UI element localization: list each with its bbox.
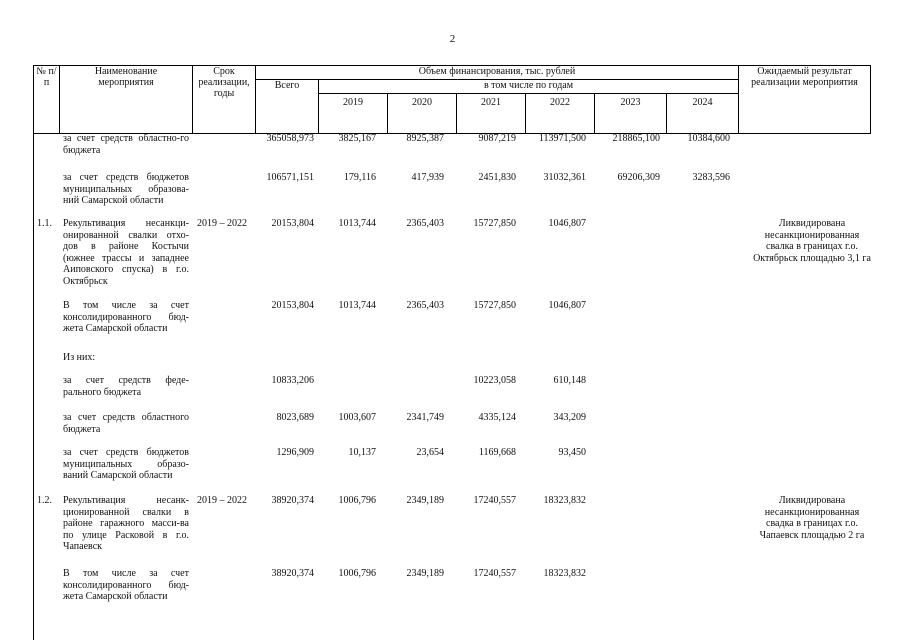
header-by-year: в том числе по годам (319, 80, 739, 94)
page-number: 2 (449, 33, 456, 45)
row-total: 365058,973 (266, 133, 314, 144)
row-period: 2019 – 2022 (197, 495, 247, 506)
row-2021: 10223,058 (473, 375, 516, 386)
header-period: Срок реализации, годы (193, 66, 256, 134)
row-total: 106571,151 (266, 172, 314, 183)
header-num: № п/п (34, 66, 60, 134)
row-2019: 1013,744 (338, 218, 376, 229)
row-2020: 2349,189 (406, 568, 444, 579)
row-2022: 31032,361 (543, 172, 586, 183)
row-number: 1.2. (37, 495, 52, 506)
row-name: за счет средств бюджетов муниципальных образо-ваний Самарской области (63, 447, 189, 481)
row-2022: 93,450 (558, 447, 586, 458)
row-name: за счет средств областного бюджета (63, 412, 189, 435)
header-total: Всего (256, 80, 319, 134)
header-year: 2019 (319, 94, 388, 134)
row-2021: 1169,668 (478, 447, 516, 458)
row-2021: 17240,557 (473, 495, 516, 506)
row-2020: 8925,387 (406, 133, 444, 144)
row-2020: 417,939 (411, 172, 444, 183)
row-2021: 4335,124 (478, 412, 516, 423)
header-name: Наименование мероприятия (60, 66, 193, 134)
table-header (33, 65, 871, 134)
row-result: Ликвидирована несанкционированная свадка в границах г.о. Чапаевск площадью 2 га (759, 495, 865, 541)
row-2019: 3825,167 (338, 133, 376, 144)
row-2020: 2349,189 (406, 495, 444, 506)
row-total: 8023,689 (276, 412, 314, 423)
row-name: за счет средств областно-го бюджета (63, 133, 189, 156)
header-year: 2023 (595, 94, 667, 134)
row-2020: 2341,749 (406, 412, 444, 423)
header-funding: Объем финансирования, тыс. рублей (256, 66, 739, 80)
row-total: 20153,804 (271, 218, 314, 229)
row-period: 2019 – 2022 (197, 218, 247, 229)
header-year: 2020 (388, 94, 457, 134)
row-name: Рекультивация несанк-ционированной свалки в районе гаражного масси-ва по улице Расковой в г.о. Чапаевск (63, 495, 189, 552)
row-total: 20153,804 (271, 300, 314, 311)
row-2020: 23,654 (416, 447, 444, 458)
header-result: Ожидаемый результат реализации мероприятия (739, 66, 871, 134)
row-result: Ликвидирована несанкционированная свалка в границах г.о. Октябрьск площадью 3,1 га (753, 218, 871, 264)
row-total: 10833,206 (271, 375, 314, 386)
row-2020: 2365,403 (406, 300, 444, 311)
row-2019: 1006,796 (338, 495, 376, 506)
row-name: за счет средств бюджетов муниципальных образова-ний Самарской области (63, 172, 189, 206)
row-2021: 2451,830 (478, 172, 516, 183)
row-2022: 18323,832 (543, 568, 586, 579)
row-2023: 69206,309 (617, 172, 660, 183)
row-name: Рекультивация несанкци-онированной свалки отхо-дов в районе Костычи (южнее трассы и западнее Аиповского спуска) в г.о. Октябрьск (63, 218, 189, 287)
row-2020: 2365,403 (406, 218, 444, 229)
row-total: 1296,909 (276, 447, 314, 458)
row-2021: 15727,850 (473, 218, 516, 229)
row-2022: 1046,807 (548, 300, 586, 311)
column-rule (33, 133, 34, 640)
row-name: Из них: (63, 352, 96, 363)
row-number: 1.1. (37, 218, 52, 229)
row-2019: 1003,607 (338, 412, 376, 423)
row-2022: 18323,832 (543, 495, 586, 506)
row-2019: 1013,744 (338, 300, 376, 311)
row-2024: 3283,596 (692, 172, 730, 183)
row-2022: 1046,807 (548, 218, 586, 229)
header-year: 2022 (526, 94, 595, 134)
row-2022: 343,209 (553, 412, 586, 423)
row-2022: 113971,500 (538, 133, 586, 144)
row-name: В том числе за счет консолидированного бюд-жета Самарской области (63, 568, 189, 602)
row-name: за счет средств феде-рального бюджета (63, 375, 189, 398)
row-2023: 218865,100 (612, 133, 660, 144)
row-name: В том числе за счет консолидированного бюд-жета Самарской области (63, 300, 189, 334)
row-2021: 9087,219 (478, 133, 516, 144)
row-2022: 610,148 (553, 375, 586, 386)
row-total: 38920,374 (271, 568, 314, 579)
row-2021: 17240,557 (473, 568, 516, 579)
row-2024: 10384,600 (687, 133, 730, 144)
row-2019: 179,116 (343, 172, 376, 183)
row-total: 38920,374 (271, 495, 314, 506)
header-year: 2024 (667, 94, 739, 134)
row-2019: 10,137 (348, 447, 376, 458)
row-2019: 1006,796 (338, 568, 376, 579)
row-2021: 15727,850 (473, 300, 516, 311)
header-year: 2021 (457, 94, 526, 134)
